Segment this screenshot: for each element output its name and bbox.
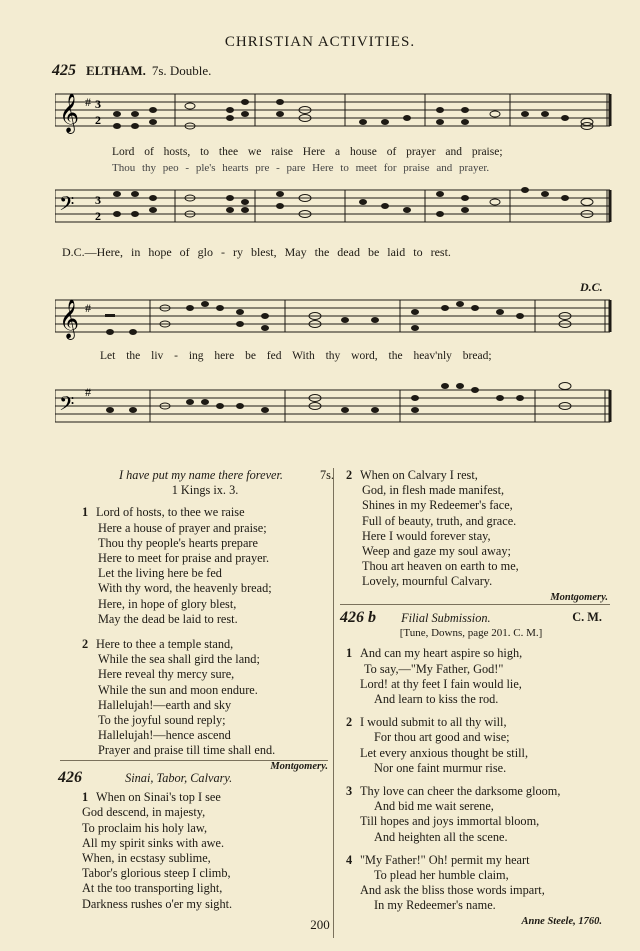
verse-line: Here reveal thy mercy sure, <box>98 667 235 682</box>
verse-line: While the sea shall gird the land; <box>98 652 260 667</box>
verse-line: Weep and gaze my soul away; <box>362 544 511 559</box>
verse-line: Here a house of prayer and praise; <box>98 520 267 535</box>
verse-line: Darkness rushes o'er my sight. <box>82 896 233 911</box>
verse-line: 2 I would submit to all thy will, <box>346 715 507 730</box>
lyric-line-1a: Lord of hosts, to thee we raise Here a house of prayer and praise; <box>112 146 503 158</box>
hymn-426b-heading <box>340 610 602 626</box>
dc-lyric-line: D.C.—Here, in hope of glo - ry blest, May the dead be laid to rest. <box>62 245 451 259</box>
hymn-426-block <box>58 770 328 912</box>
hymn-426-number: 426 <box>58 769 82 786</box>
verse-line: Here to meet for praise and prayer. <box>98 551 270 566</box>
hymn-separator-right <box>340 604 610 605</box>
verse-line: Tabor's glorious steep I climb, <box>82 866 231 881</box>
right-column <box>346 468 608 605</box>
verse-line: 2 When on Calvary I rest, <box>346 468 478 482</box>
verse-line: At the too transporting light, <box>82 881 223 896</box>
verse-line: Till hopes and joys immortal bloom, <box>360 814 540 829</box>
svg-text:#: # <box>85 301 91 315</box>
music-staff-bass-2 <box>55 382 615 432</box>
verse-line: Shines in my Redeemer's face, <box>362 498 513 513</box>
verse-line: 1 Lord of hosts, to thee we raise <box>82 505 245 520</box>
verse-line: While the sun and moon endure. <box>98 682 258 697</box>
left-column <box>82 468 334 774</box>
verse-line: Full of beauty, truth, and grace. <box>362 513 517 528</box>
hymn-425-signature: Montgomery. <box>550 591 608 603</box>
verse-line: And heighten all the scene. <box>374 829 508 844</box>
tune-heading <box>52 62 211 80</box>
hymn-426-title: Sinai, Tabor, Calvary. <box>125 771 233 785</box>
tune-name: ELTHAM. <box>86 63 146 78</box>
verse-line: 3 Thy love can cheer the darksome gloom, <box>346 784 561 799</box>
svg-text:𝄢: 𝄢 <box>59 392 75 420</box>
verse-line: 4 "My Father!" Oh! permit my heart <box>346 852 530 867</box>
verse-line: When, in ecstasy sublime, <box>82 851 211 866</box>
hymn-426b-tune-note: [Tune, Downs, page 201. C. M.] <box>399 627 543 640</box>
lyric-line-2: Let the liv - ing here be fed With thy word, the heav'nly bread; <box>100 350 492 362</box>
hymn-425-meter: 7s. <box>319 468 334 482</box>
svg-text:2: 2 <box>95 113 101 127</box>
music-staff-bass-1 <box>55 182 615 232</box>
verse-line: Thou art heaven on earth to me, <box>362 559 519 574</box>
svg-text:#: # <box>85 385 91 399</box>
verse-line: Let every anxious thought be still, <box>360 745 529 760</box>
verse-line: Lord! at thy feet I fain would lie, <box>360 676 522 691</box>
lyric-line-1b: Thou thy peo - ple's hearts pre - pare Here to meet for praise and prayer. <box>112 162 490 174</box>
verse-line: Here I would forever stay, <box>362 528 491 543</box>
svg-text:3: 3 <box>95 193 101 207</box>
svg-text:𝄢: 𝄢 <box>59 192 75 220</box>
hymn-425-epigraph-line <box>82 468 334 483</box>
music-staff-treble-2 <box>55 292 615 342</box>
verse-line: To proclaim his holy law, <box>82 820 208 835</box>
verse-line: 1 And can my heart aspire so high, <box>346 646 523 661</box>
verse-line: Thou thy people's hearts prepare <box>98 535 258 550</box>
hymn-425-left-signature: Montgomery. <box>270 760 328 772</box>
hymn-426b-block <box>340 610 602 929</box>
svg-text:𝄞: 𝄞 <box>59 299 80 339</box>
verse-line: To the joyful sound reply; <box>98 713 226 728</box>
hymn-426b-signature: Anne Steele, 1760. <box>521 915 602 927</box>
verse-line: Let the living here be fed <box>98 566 222 581</box>
verse-line: God, in flesh made manifest, <box>362 483 505 498</box>
music-staff-treble-1 <box>55 86 615 136</box>
verse-line: To plead her humble claim, <box>374 868 509 883</box>
verse-line: God descend, in majesty, <box>82 805 206 820</box>
verse-line: And bid me wait serene, <box>374 799 494 814</box>
verse-line: Hallelujah!—earth and sky <box>98 697 232 712</box>
svg-text:2: 2 <box>95 209 101 223</box>
verse-line: For thou art good and wise; <box>374 730 510 745</box>
tune-number: 425 <box>52 62 76 79</box>
hymn-426b-number: 426 b <box>340 609 376 626</box>
hymn-426b-title: Filial Submission. <box>401 611 491 625</box>
verse-line: Nor one faint murmur rise. <box>374 760 507 775</box>
running-title: CHRISTIAN ACTIVITIES. <box>224 34 416 50</box>
svg-text:3: 3 <box>95 97 101 111</box>
hymn-425-epigraph: I have put my name there forever. <box>118 468 283 482</box>
hymn-426-heading <box>58 770 328 786</box>
hymn-426b-meter: C. M. <box>572 610 602 624</box>
verse-line: With thy word, the heavenly bread; <box>98 581 272 596</box>
verse-line: Here, in hope of glory blest, <box>98 596 237 611</box>
hymn-425-reference: 1 Kings ix. 3. <box>171 483 239 498</box>
verse-line: May the dead be laid to rest. <box>98 611 238 626</box>
tune-meter: 7s. Double. <box>151 63 212 78</box>
verse-line: 1 When on Sinai's top I see <box>82 790 221 805</box>
column-divider <box>333 468 334 938</box>
verse-line: To say,—"My Father, God!" <box>364 661 504 676</box>
svg-text:𝄞: 𝄞 <box>59 93 80 133</box>
dc-mark: D.C. <box>580 280 603 294</box>
verse-line: 2 Here to thee a temple stand, <box>82 637 234 652</box>
verse-line: Lovely, mournful Calvary. <box>362 574 493 589</box>
verse-line: Hallelujah!—hence ascend <box>98 728 231 743</box>
hymn-separator-left <box>60 760 328 761</box>
verse-line: And learn to kiss the rod. <box>374 692 499 707</box>
verse-line: Prayer and praise till time shall end. <box>98 743 276 758</box>
verse-line: All my spirit sinks with awe. <box>82 835 225 850</box>
verse-line: In my Redeemer's name. <box>374 898 496 913</box>
page-number: 200 <box>310 917 330 932</box>
verse-line: And ask the bliss those words impart, <box>360 883 545 898</box>
svg-text:#: # <box>85 95 91 109</box>
